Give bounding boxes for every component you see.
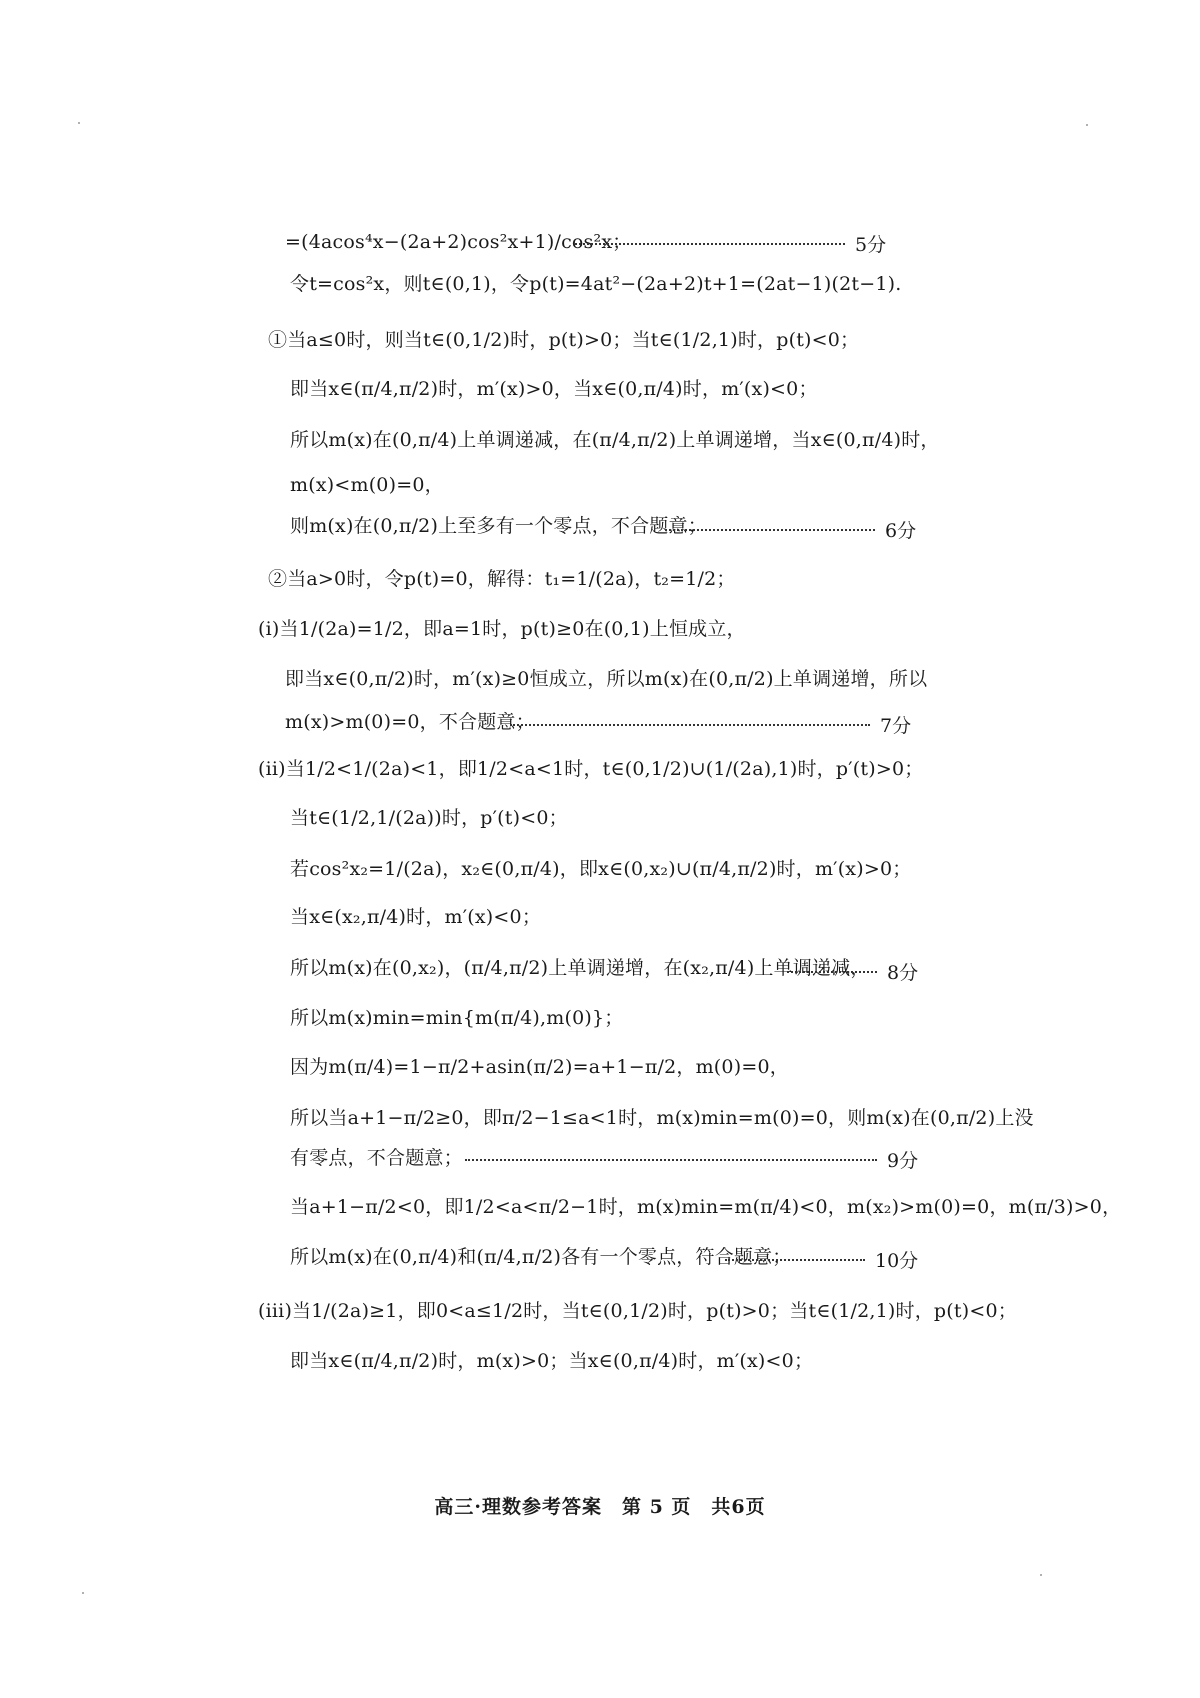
score-mark (575, 230, 886, 257)
solution-line: 所以m(x)在(0,x₂)，(π/4,π/2)上单调递增，在(x₂,π/4)上单调递减， (290, 956, 870, 979)
solution-line: (ii)当1/2<1/(2a)<1，即1/2<a<1时，t∈(0,1/2)∪(1/(2a),1)时，p′(t)>0； (258, 757, 924, 780)
solution-line: =(4acos⁴x−(2a+2)cos²x+1)/cos²x； (285, 230, 632, 253)
score-mark (665, 516, 916, 543)
leader-dots (465, 1159, 877, 1161)
solution-line: 当x∈(x₂,π/4)时，m′(x)<0； (290, 905, 542, 928)
score-label: 5分 (855, 234, 887, 256)
solution-line: ②当a>0时，令p(t)=0，解得：t₁=1/(2a)，t₂=1/2； (268, 567, 736, 590)
page-footer: 高三·理数参考答案 第 5 页 共6页 (434, 1496, 766, 1518)
score-mark (787, 958, 918, 985)
leader-dots (510, 724, 870, 726)
score-label: 6分 (885, 520, 917, 542)
solution-line: 所以m(x)在(0,π/4)和(π/4,π/2)各有一个零点，符合题意； (290, 1245, 792, 1268)
score-label: 7分 (880, 715, 912, 737)
solution-line: 即当x∈(π/4,π/2)时，m′(x)>0，当x∈(0,π/4)时，m′(x)<0； (290, 377, 818, 400)
solution-line: 所以m(x)在(0,π/4)上单调递减，在(π/4,π/2)上单调递增，当x∈(0,π/4)时， (290, 428, 940, 451)
solution-line: 当a+1−π/2<0，即1/2<a<π/2−1时，m(x)min=m(π/4)<0，m(x₂)>m(0)=0，m(π/3)>0， (290, 1195, 1122, 1218)
solution-line: (i)当1/(2a)=1/2，即a=1时，p(t)≥0在(0,1)上恒成立， (258, 617, 746, 640)
score-label: 8分 (887, 962, 919, 984)
solution-line: 即当x∈(0,π/2)时，m′(x)≥0恒成立，所以m(x)在(0,π/2)上单调递增，所以 (285, 667, 928, 690)
score-label: 9分 (887, 1150, 919, 1172)
solution-line: 则m(x)在(0,π/2)上至多有一个零点，不合题意； (290, 514, 707, 537)
leader-dots (725, 1259, 865, 1261)
leader-dots (575, 243, 845, 245)
scan-speck (82, 1592, 84, 1594)
solution-line: 所以当a+1−π/2≥0，即π/2−1≤a<1时，m(x)min=m(0)=0，则m(x)在(0,π/2)上没 (290, 1106, 1034, 1129)
solution-line: 有零点，不合题意； (290, 1146, 463, 1169)
solution-line: m(x)<m(0)=0， (290, 473, 444, 496)
solution-line: 因为m(π/4)=1−π/2+asin(π/2)=a+1−π/2，m(0)=0， (290, 1055, 789, 1078)
solution-line: (iii)当1/(2a)≥1，即0<a≤1/2时，当t∈(0,1/2)时，p(t)>0；当t∈(1/2,1)时，p(t)<0； (258, 1299, 1017, 1322)
score-label: 10分 (875, 1250, 919, 1272)
score-mark (725, 1246, 918, 1273)
leader-dots (665, 529, 875, 531)
solution-line: m(x)>m(0)=0，不合题意； (285, 710, 535, 733)
solution-line: 当t∈(1/2,1/(2a))时，p′(t)<0； (290, 806, 568, 829)
score-mark (510, 711, 911, 738)
score-mark (465, 1146, 918, 1173)
solution-line: 若cos²x₂=1/(2a)，x₂∈(0,π/4)，即x∈(0,x₂)∪(π/4,π/2)时，m′(x)>0； (290, 857, 912, 880)
scan-speck (1086, 124, 1088, 126)
leader-dots (787, 971, 877, 973)
scan-speck (78, 122, 80, 124)
solution-line: 令t=cos²x，则t∈(0,1)，令p(t)=4at²−(2a+2)t+1=(2at−1)(2t−1). (290, 272, 902, 295)
scan-speck (1040, 1574, 1042, 1576)
solution-line: 所以m(x)min=min{m(π/4),m(0)}； (290, 1006, 624, 1029)
solution-line: ①当a≤0时，则当t∈(0,1/2)时，p(t)>0；当t∈(1/2,1)时，p(t)<0； (268, 328, 860, 351)
solution-line: 即当x∈(π/4,π/2)时，m(x)>0；当x∈(0,π/4)时，m′(x)<0； (290, 1349, 814, 1372)
